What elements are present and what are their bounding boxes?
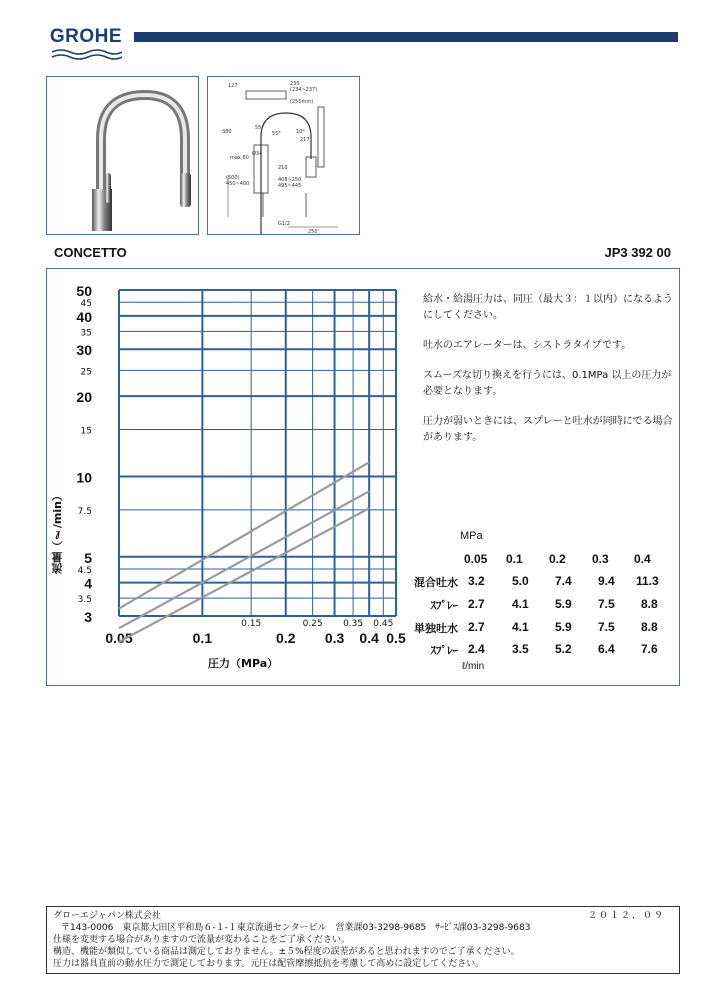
table-cell: 4.1 <box>512 620 529 634</box>
table-cell: 3.5 <box>512 642 529 656</box>
y-tick-label: 35 <box>80 328 92 339</box>
grohe-logo <box>46 26 126 66</box>
footer-company: グローエジャパン株式会社 <box>53 911 161 921</box>
dim-label: 210 <box>278 165 288 171</box>
footer-date: ２０１２．０９ <box>587 911 665 921</box>
dim-label: G1/2 <box>278 221 290 227</box>
dim-label: 55° <box>272 131 281 137</box>
y-tick-label: 7.5 <box>77 506 92 517</box>
flow-chart-svg <box>48 270 408 680</box>
table-cell: 2.7 <box>468 620 485 634</box>
table-cell: 9.4 <box>598 574 615 588</box>
table-cell: 2.7 <box>468 597 485 611</box>
technical-drawing <box>207 76 360 235</box>
y-tick-label: 50 <box>76 283 92 299</box>
table-cell: 3.2 <box>468 574 485 588</box>
x-tick-label: 0.3 <box>324 630 345 646</box>
x-tick-label: 0.1 <box>192 630 213 646</box>
flow-chart <box>48 270 408 680</box>
row-label: 単独吐水 <box>414 622 458 635</box>
x-tick-label: 0.35 <box>343 619 364 629</box>
table-cell: 11.3 <box>636 574 659 588</box>
dim-label: 380 <box>222 129 232 135</box>
unit-footer: ℓ/min <box>462 661 485 672</box>
y-tick-label: 3 <box>84 609 92 625</box>
col-header: 0.05 <box>464 552 488 566</box>
table-cell: 7.5 <box>598 597 615 611</box>
dim-label: (500) <box>226 175 240 181</box>
y-tick-label: 4 <box>84 575 92 592</box>
table-cell: 5.9 <box>555 597 572 611</box>
x-tick-label: 0.45 <box>373 619 394 629</box>
table-cell: 4.1 <box>512 597 529 611</box>
y-tick-label: 30 <box>76 342 92 359</box>
x-tick-label: 0.25 <box>302 619 323 629</box>
logo-text: GROHE <box>49 26 123 47</box>
x-tick-label: 0.05 <box>105 630 133 646</box>
dim-label: 217 <box>300 137 310 143</box>
y-tick-label: 40 <box>76 308 92 325</box>
note-item: 給水・給湯圧力は、同圧（最大３：１以内）になるようにしてください。 <box>423 294 673 321</box>
dim-label: max.60 <box>230 155 249 161</box>
notes <box>423 292 678 460</box>
x-tick-label: 0.4 <box>359 630 379 646</box>
footer <box>46 906 680 974</box>
dim-label: (250mm) <box>290 99 314 105</box>
dim-label: 495~445 <box>278 183 302 189</box>
table-cell: 7.4 <box>555 574 572 588</box>
logo-waves-icon <box>50 48 122 62</box>
dimension-drawing-icon <box>208 77 359 234</box>
footer-note: 構造、機能が類似している商品は測定しておりません。±５%程度の誤差があると思われますのでご了承ください。 <box>53 947 520 957</box>
row-label: ｽﾌﾟﾚｰ <box>430 599 458 612</box>
y-tick-label: 45 <box>80 299 92 310</box>
product-photo <box>46 76 199 235</box>
dim-label: 250 <box>308 229 318 234</box>
table-cell: 5.9 <box>555 620 572 634</box>
y-tick-label: 20 <box>76 389 92 406</box>
y-tick-label: 10 <box>76 469 92 486</box>
table-cell: 7.5 <box>598 620 615 634</box>
col-header: 0.2 <box>549 552 566 566</box>
y-axis-label: 流量（ℓ/min） <box>51 490 64 575</box>
faucet-photo-icon <box>47 77 198 234</box>
dim-label: 408~250 <box>278 177 302 183</box>
flow-table <box>408 528 678 678</box>
col-header: 0.1 <box>506 552 523 566</box>
footer-note: 仕様を変更する場合がありますので流量が変わることをご了承ください。 <box>53 935 351 945</box>
y-tick-label: 15 <box>80 426 92 437</box>
x-axis-label: 圧力（MPa） <box>208 657 279 670</box>
note-item: スムーズな切り換えを行うには、0.1MPa 以上の圧力が必要となります。 <box>423 370 672 397</box>
col-header: 0.4 <box>634 552 651 566</box>
footer-address: 〒143-0006 東京都大田区平和島６-１-１東京流通センタービル 営業課03-3298-9685 ｻｰﾋﾞｽ課03-3298-9683 <box>61 923 531 933</box>
header-bar <box>134 32 678 42</box>
col-header: 0.3 <box>592 552 609 566</box>
table-cell: 8.8 <box>641 597 658 611</box>
dim-label: Ø34 <box>252 151 263 157</box>
table-cell: 8.8 <box>641 620 658 634</box>
dim-label: 450~400 <box>226 181 250 187</box>
table-cell: 2.4 <box>468 642 485 656</box>
series-line <box>119 462 369 608</box>
product-name: CONCETTO <box>54 245 127 260</box>
table-cell: 5.0 <box>512 574 529 588</box>
row-label: 混合吐水 <box>414 576 458 589</box>
x-tick-label: 0.15 <box>241 619 262 629</box>
table-cell: 7.6 <box>641 642 658 656</box>
table-cell: 6.4 <box>598 642 615 656</box>
dim-label: 10° <box>296 129 305 135</box>
y-tick-label: 3.5 <box>77 595 92 606</box>
dim-label: 55° <box>255 125 264 131</box>
product-code: JP3 392 00 <box>604 245 671 260</box>
series-line <box>119 491 369 628</box>
y-tick-label: 4.5 <box>77 566 92 577</box>
footer-note: 圧力は器具直前の動水圧力で測定しております。元圧は配管摩擦抵抗を考慮して高めに設定してください。 <box>53 959 485 969</box>
note-item: 圧力が弱いときには、スプレーと吐水が同時にでる場合があります。 <box>423 416 673 443</box>
dim-label: 235 <box>290 81 300 87</box>
unit-header: MPa <box>460 530 483 542</box>
table-cell: 5.2 <box>555 642 572 656</box>
x-tick-label: 0.5 <box>386 630 406 646</box>
dim-label: (234~237) <box>290 87 318 93</box>
y-tick-label: 25 <box>80 367 92 378</box>
x-tick-label: 0.2 <box>276 630 296 646</box>
y-tick-label: 5 <box>84 549 92 566</box>
row-label: ｽﾌﾟﾚｰ <box>430 644 458 657</box>
note-item: 吐水のエアレーターは、シストラタイプです。 <box>423 340 632 351</box>
dim-label: 127 <box>228 83 238 89</box>
